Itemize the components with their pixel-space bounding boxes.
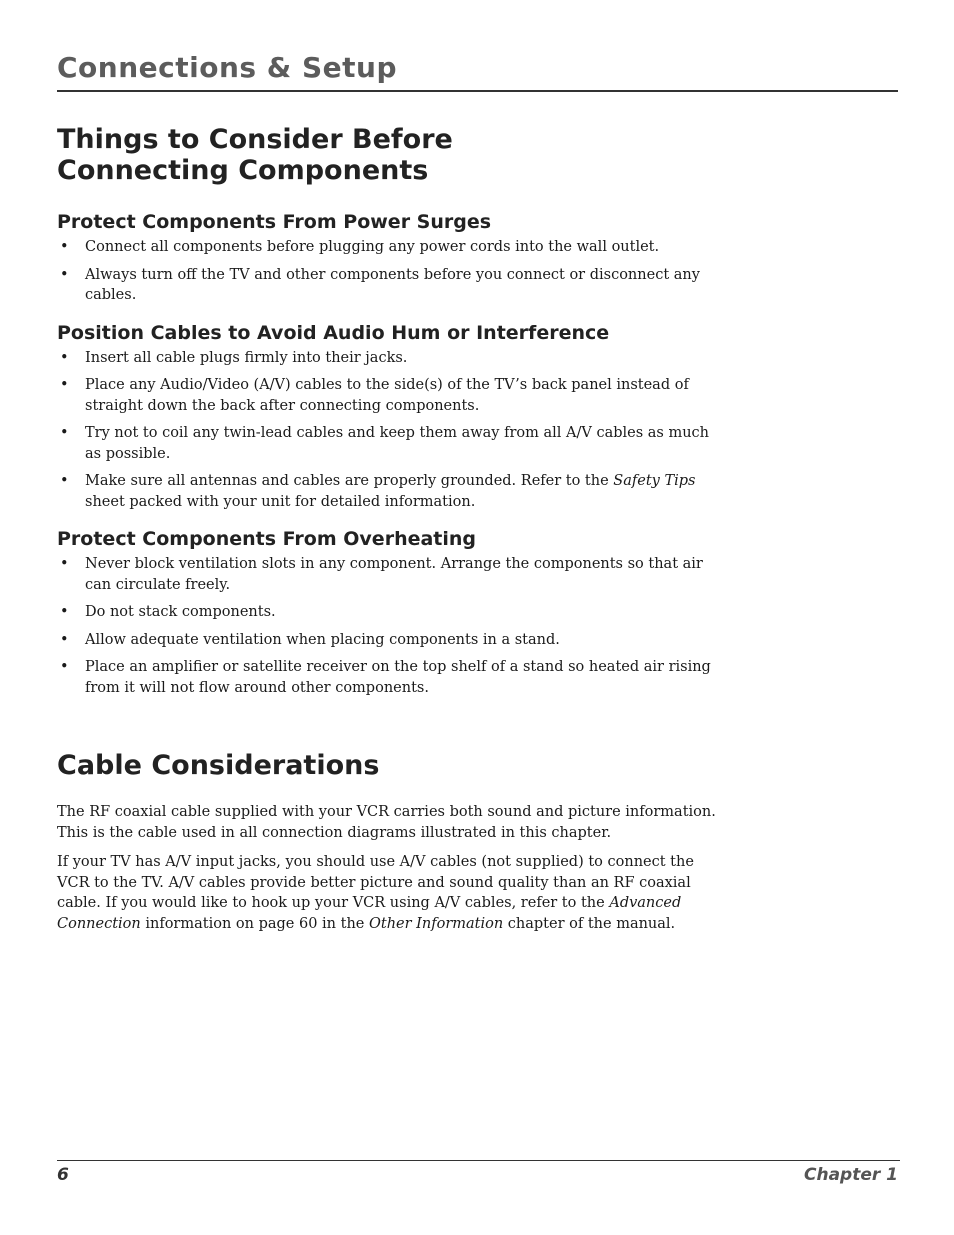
page-footer (57, 1160, 900, 1185)
list-item: • Try not to coil any twin-lead cables and keep them away from all A/V cables as much as possible. (60, 425, 710, 462)
safety-tips-reference: Safety Tips (613, 473, 696, 489)
heading-power-surges: Protect Components From Power Surges (57, 211, 492, 233)
other-information-reference: Other Information (368, 915, 504, 932)
cable-paragraph-2: If your TV has A/V input jacks, you should use A/V cables (not supplied) to connect the VCR to the TV. A/V cables provide better picture and sound quality than an RF coaxial cable. If you would like to hook up your VCR using A/V cables, refer to the Advanced Connection information on page 60 in the Other Information chapter of the manual. (57, 854, 694, 932)
power-surges-list (57, 237, 717, 306)
list-item: • Insert all cable plugs firmly into their jacks. (60, 349, 408, 366)
list-item: • Make sure all antennas and cables are properly grounded. Refer to the Safety Tips sheet packed with your unit for detailed information. (60, 473, 696, 510)
list-item: • Connect all components before plugging any power cords into the wall outlet. (60, 239, 660, 255)
audio-hum-list (57, 348, 717, 513)
heading-overheating: Protect Components From Overheating (57, 528, 477, 550)
advanced-connection-reference: Advanced Connection (57, 895, 682, 932)
cable-paragraph-1: The RF coaxial cable supplied with your VCR carries both sound and picture information. This is the cable used in all connection diagrams illustrated in this chapter. (57, 804, 716, 841)
list-item: • Always turn off the TV and other components before you connect or disconnect any cables. (60, 266, 700, 303)
section-title: Connections & Setup (57, 51, 397, 84)
chapter-label: Chapter 1 (803, 1165, 898, 1185)
page-number: 6 (57, 1165, 69, 1185)
list-item: • Allow adequate ventilation when placing components in a stand. (60, 631, 560, 648)
overheating-list (57, 554, 717, 698)
list-item: • Place an amplifier or satellite receiver on the top shelf of a stand so heated air rising from it will not flow around other components. (60, 659, 711, 696)
heading-audio-hum: Position Cables to Avoid Audio Hum or Interference (57, 321, 610, 344)
list-item: • Never block ventilation slots in any component. Arrange the components so that air can circulate freely. (60, 556, 703, 593)
heading-cable-considerations: Cable Considerations (57, 750, 380, 781)
list-item: • Do not stack components. (60, 604, 276, 620)
page-header (57, 50, 898, 92)
heading-things-to-consider: Things to Consider Before Connecting Components (57, 124, 453, 186)
list-item: • Place any Audio/Video (A/V) cables to the side(s) of the TV’s back panel instead of straight down the back after connecting components. (60, 377, 689, 414)
page-content (57, 124, 717, 943)
